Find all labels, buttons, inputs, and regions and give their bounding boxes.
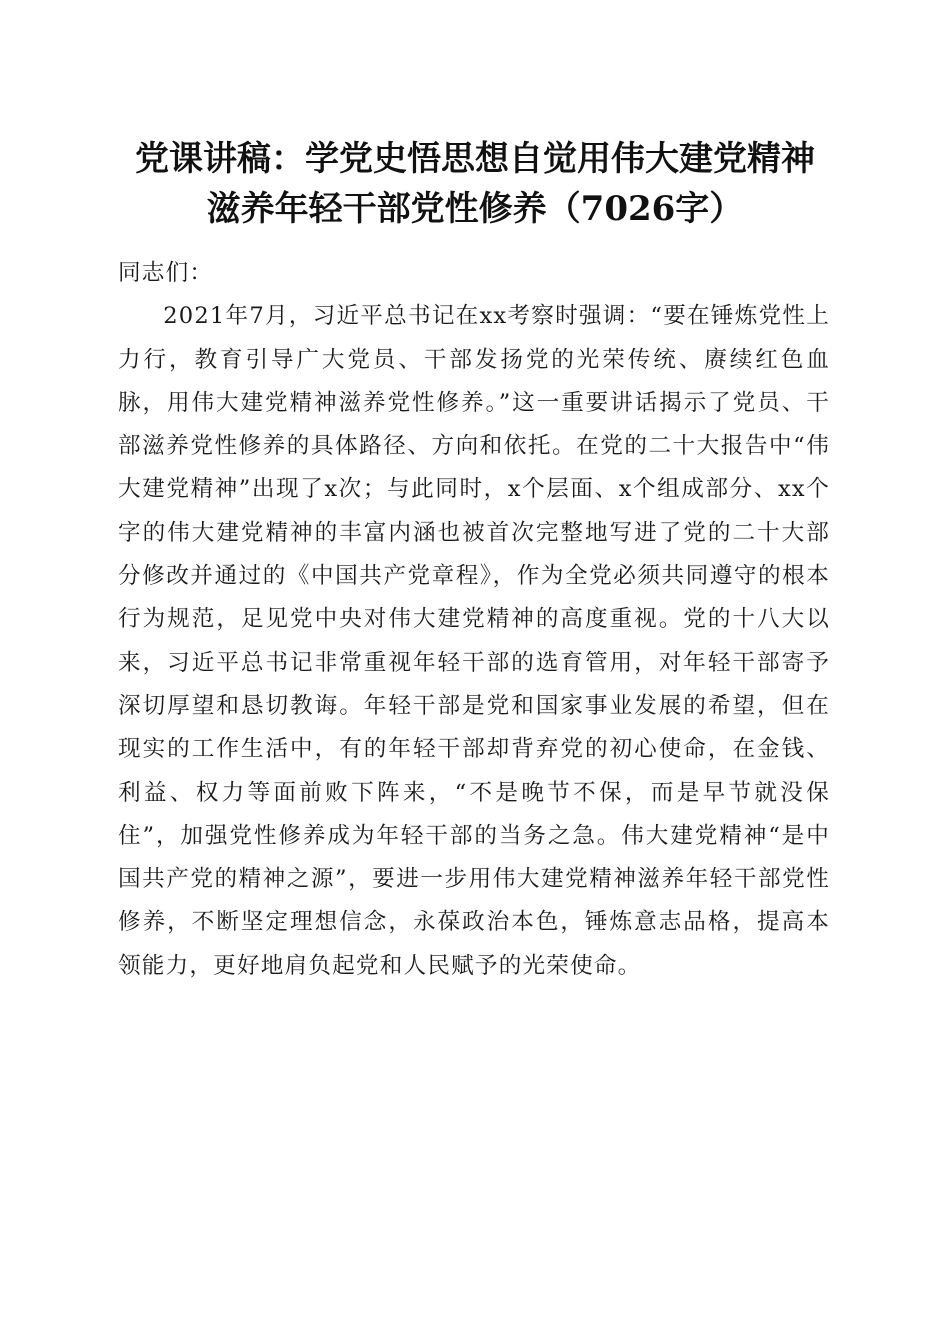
document-body [118, 252, 830, 988]
title-line-2: 滋养年轻干部党性修养（7026字） [206, 189, 744, 229]
document-title [100, 134, 850, 234]
salutation: 同志们： [118, 260, 214, 286]
body-paragraph: 2021年7月，习近平总书记在xx考察时强调：“要在锤炼党性上力行，教育引导广大党员、干部发扬党的光荣传统、赓续红色血脉，用伟大建党精神滋养党性修养。”这一重要讲话揭示了党员、干部滋养党性修养的具体路径、方向和依托。在党的二十大报告中“伟大建党精神”出现了x次；与此同时，x个层面、x个组成部分、xx个字的伟大建党精神的丰富内涵也被首次完整地写进了党的二十大部分修改并通过的《中国共产党章程》，作为全党必须共同遵守的根本行为规范，足见党中央对伟大建党精神的高度重视。党的十八大以来，习近平总书记非常重视年轻干部的选育管用，对年轻干部寄予深切厚望和恳切教诲。年轻干部是党和国家事业发展的希望，但在现实的工作生活中，有的年轻干部却背弃党的初心使命，在金钱、利益、权力等面前败下阵来，“不是晚节不保，而是早节就没保住”，加强党性修养成为年轻干部的当务之急。伟大建党精神“是中国共产党的精神之源”，要进一步用伟大建党精神滋养年轻干部党性修养，不断坚定理想信念，永葆政治本色，锤炼意志品格，提高本领能力，更好地肩负起党和人民赋予的光荣使命。 [118, 303, 830, 979]
title-line-1: 党课讲稿：学党史悟思想自觉用伟大建党精神 [135, 139, 815, 179]
